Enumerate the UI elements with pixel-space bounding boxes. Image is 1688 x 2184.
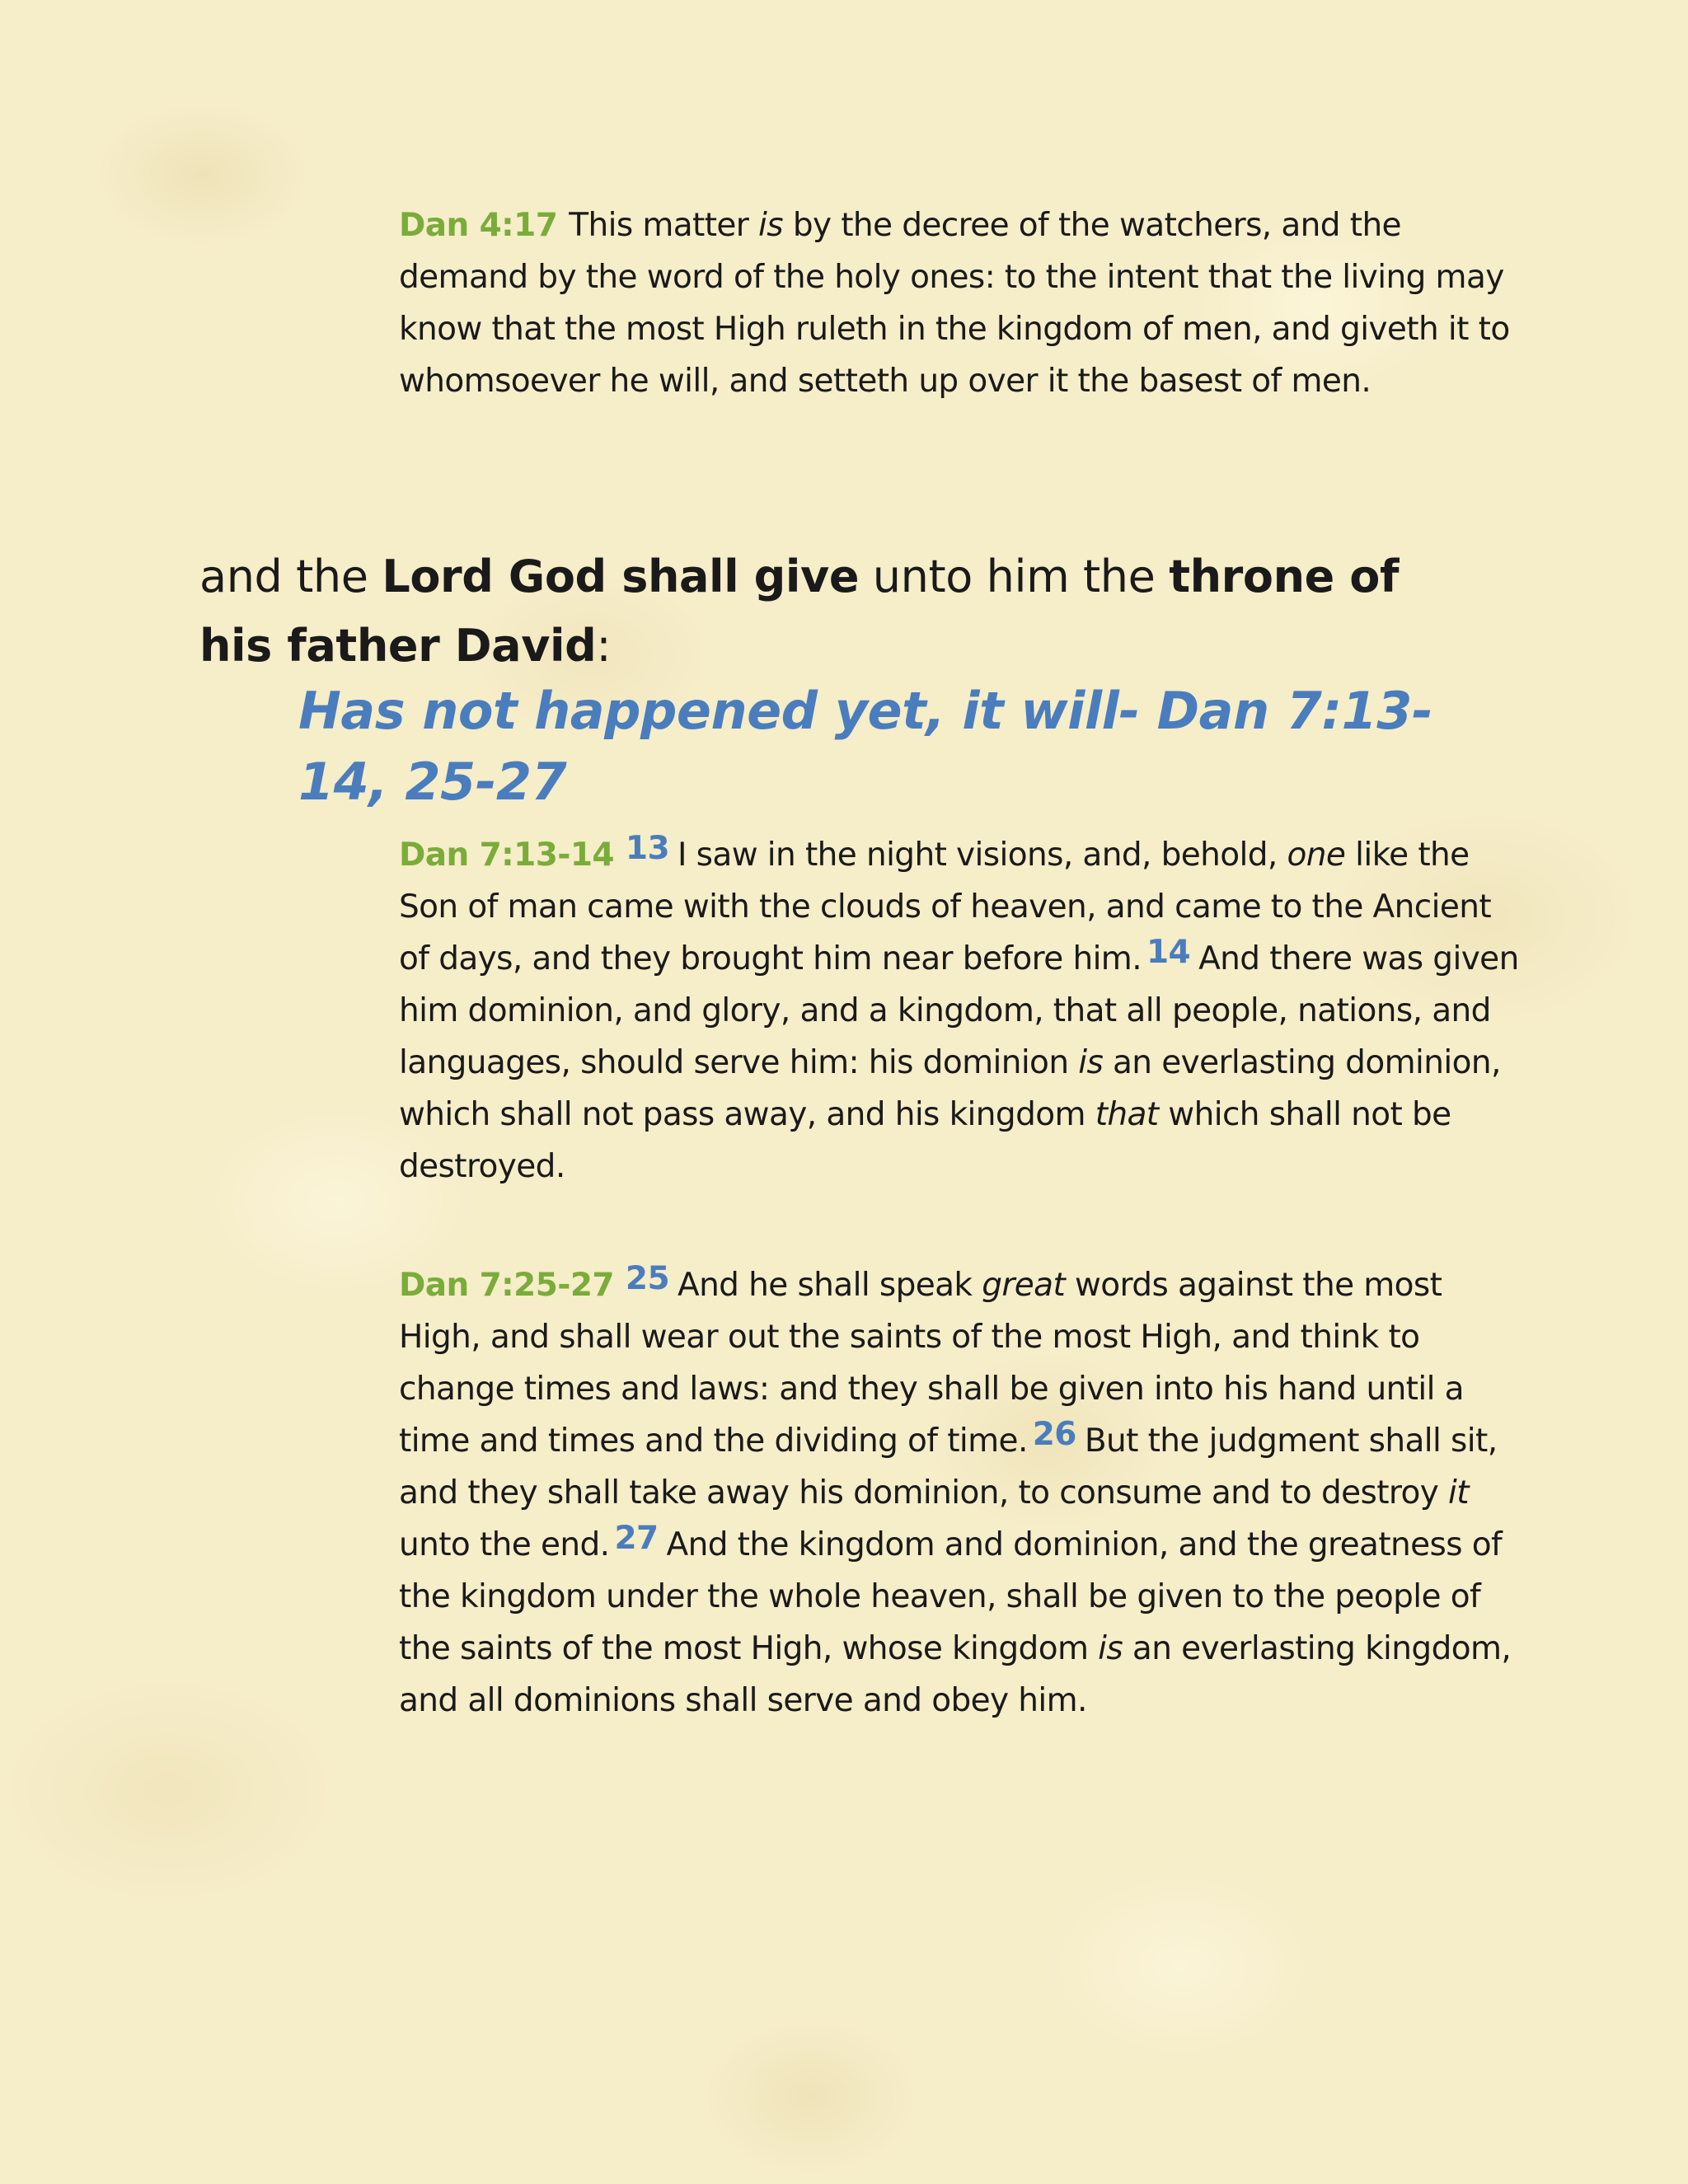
statement-bold-text: throne of his father David (199, 551, 1400, 672)
verse-text: And there was given him dominion, and glory, and a kingdom, that all people, nations, and languages, should serve him: his dominion (399, 940, 1519, 1081)
verse-reference: Dan 7:25-27 (399, 1267, 614, 1304)
italic-word: great (982, 1267, 1066, 1304)
verse-block-dan-7-25-27 (399, 1259, 1520, 1727)
verse-text: But the judgment shall sit, and they shall take away his dominion, to consume and to destroy (399, 1422, 1498, 1511)
italic-word: is (1078, 1044, 1104, 1081)
verse-block-dan-4-17 (399, 199, 1520, 407)
verse-text: like the Son of man came with the clouds of heaven, and came to the Ancient of days, and they brought him near before him. (399, 837, 1492, 977)
italic-word: that (1095, 1096, 1159, 1133)
verse-text: And the kingdom and dominion, and the greatness of the kingdom under the whole heaven, shall be given to the people of the saints of the most High, whose kingdom (399, 1526, 1503, 1667)
statement-bold-text: Lord God shall give (382, 551, 860, 602)
verse-text: an everlasting kingdom, and all dominions shall serve and obey him. (399, 1630, 1512, 1719)
verse-text: unto the end. (399, 1526, 610, 1563)
italic-word: one (1287, 837, 1346, 874)
main-statement (199, 542, 1485, 681)
verse-text: an everlasting dominion, which shall not pass away, and his kingdom (399, 1044, 1501, 1133)
prophecy-heading: Has not happened yet, it will- Dan 7:13-14, 25-27 (298, 681, 1433, 812)
verse-text: I saw in the night visions, and, behold, (677, 837, 1287, 874)
verse-block-dan-7-13-14 (399, 829, 1520, 1193)
verse-reference: Dan 4:17 (399, 207, 558, 244)
verse-text: And he shall speak (677, 1267, 982, 1304)
verse-number: 13 (625, 830, 669, 867)
italic-word: it (1448, 1474, 1469, 1511)
verse-number: 27 (614, 1520, 659, 1557)
verse-number: 14 (1146, 934, 1191, 971)
statement-text: : (596, 620, 612, 672)
verse-reference: Dan 7:13-14 (399, 837, 614, 874)
verse-text: by the decree of the watchers, and the demand by the word of the holy ones: to the intent that the living may know that the most High ruleth in the kingdom of men, and giveth it to whomsoever he will, and setteth up over it the basest of men. (399, 207, 1510, 400)
statement-text: and the (199, 551, 382, 602)
verse-text: which shall not be destroyed. (399, 1096, 1451, 1185)
verse-text: words against the most High, and shall wear out the saints of the most High, and think to change times and laws: and they shall be given into his hand until a time and times and the dividing of time. (399, 1267, 1464, 1460)
verse-text: This matter (569, 207, 759, 244)
verse-number: 26 (1032, 1416, 1076, 1453)
italic-word: is (1098, 1630, 1123, 1667)
italic-word: is (758, 207, 784, 244)
verse-number: 25 (625, 1260, 669, 1297)
statement-text: unto him the (859, 551, 1170, 602)
